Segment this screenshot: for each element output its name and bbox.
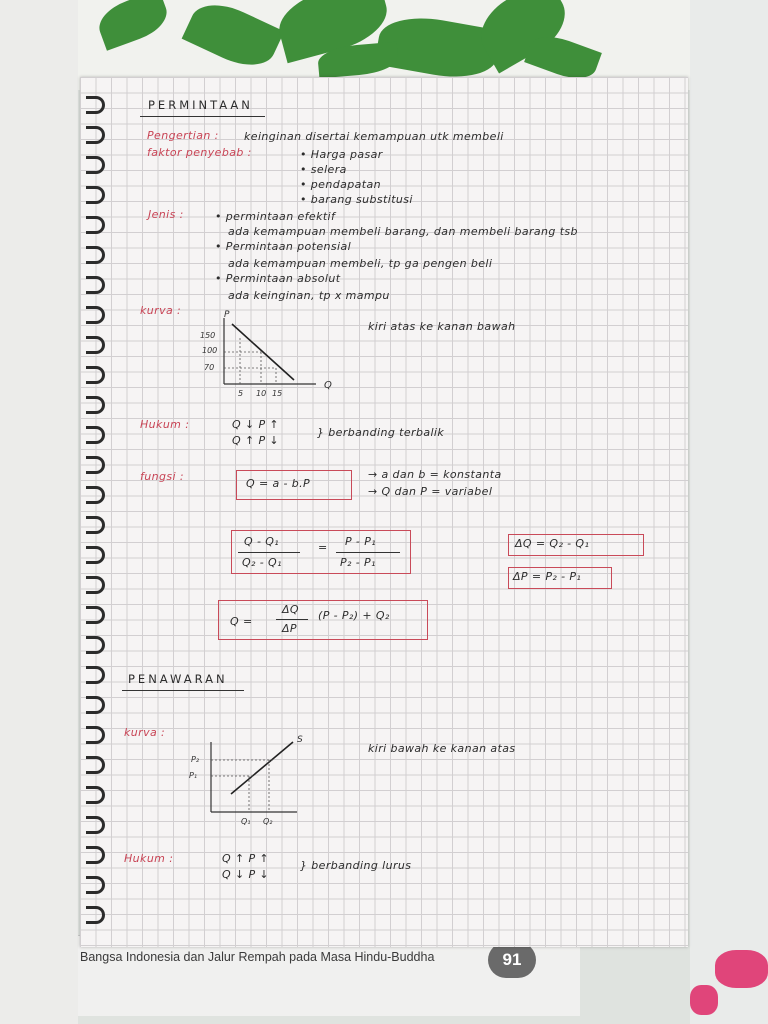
- fraction-bar: [276, 619, 308, 620]
- supply-hukum-row: Q ↓ P ↓: [222, 868, 270, 881]
- frac2-numerator: P - P₁: [345, 535, 377, 548]
- q-frac-numerator: ΔQ: [282, 603, 299, 616]
- fungsi-note: → Q dan P = variabel: [368, 485, 493, 498]
- supply-curve-chart: [185, 732, 325, 832]
- jenis-line: ada kemampuan membeli, tp ga pengen beli: [228, 257, 493, 270]
- pengertian-label: Pengertian :: [147, 129, 219, 142]
- section-title-penawaran: PENAWARAN: [128, 672, 228, 686]
- fraction-bar: [336, 552, 400, 553]
- demand-y-label: P: [224, 310, 230, 320]
- demand-x-label: Q: [324, 380, 332, 391]
- textbook-page: [78, 935, 580, 1016]
- title-underline: [140, 116, 265, 117]
- hukum-description: } berbanding terbalik: [317, 426, 445, 439]
- faktor-label: faktor penyebab :: [147, 146, 252, 159]
- demand-curve-chart: [190, 308, 350, 408]
- tablecloth-right: [690, 0, 768, 1024]
- q-equation-right: (P - P₂) + Q₂: [318, 609, 390, 622]
- jenis-line: ada kemampuan membeli barang, dan membeli barang tsb: [228, 225, 578, 238]
- supply-curve-label: S: [297, 735, 303, 745]
- supply-x-tick: Q₂: [263, 817, 273, 826]
- jenis-line: • permintaan efektif: [215, 210, 336, 223]
- demand-x-tick: 10: [256, 389, 267, 398]
- jenis-label: Jenis :: [148, 208, 184, 221]
- kurva-label: kurva :: [140, 304, 182, 317]
- jenis-line: • Permintaan absolut: [215, 272, 341, 285]
- frac1-denominator: Q₂ - Q₁: [242, 556, 282, 569]
- demand-y-tick: 70: [204, 363, 215, 372]
- faktor-item: • selera: [300, 163, 347, 176]
- demand-x-tick: 15: [272, 389, 283, 398]
- supply-kurva-description: kiri bawah ke kanan atas: [368, 742, 516, 755]
- tablecloth-left: [0, 0, 78, 1024]
- frac2-denominator: P₂ - P₁: [340, 556, 376, 569]
- fungsi-note: → a dan b = konstanta: [368, 468, 502, 481]
- title-underline: [122, 690, 244, 691]
- faktor-item: • Harga pasar: [300, 148, 383, 161]
- demand-y-tick: 100: [202, 346, 218, 355]
- pengertian-text: keinginan disertai kemampuan utk membeli: [244, 130, 504, 143]
- kurva-description: kiri atas ke kanan bawah: [368, 320, 516, 333]
- faktor-item: • pendapatan: [300, 178, 381, 191]
- section-title-permintaan: PERMINTAAN: [148, 98, 253, 112]
- hukum-row: Q ↑ P ↓: [232, 434, 280, 447]
- fungsi-label: fungsi :: [140, 470, 184, 483]
- book-page-number: 91: [488, 942, 536, 978]
- hukum-row: Q ↓ P ↑: [232, 418, 280, 431]
- supply-hukum-label: Hukum :: [124, 852, 174, 865]
- jenis-line: • Permintaan potensial: [215, 240, 352, 253]
- frac1-numerator: Q - Q₁: [244, 535, 280, 548]
- delta-q-formula: ΔQ = Q₂ - Q₁: [515, 537, 590, 550]
- supply-x-tick: Q₁: [241, 817, 251, 826]
- delta-p-formula: ΔP = P₂ - P₁: [513, 570, 582, 583]
- supply-hukum-row: Q ↑ P ↑: [222, 852, 270, 865]
- demand-x-tick: 5: [238, 389, 244, 398]
- demand-y-tick: 150: [200, 331, 216, 340]
- faktor-item: • barang substitusi: [300, 193, 413, 206]
- q-equation-left: Q =: [230, 615, 253, 628]
- book-footer-text: Bangsa Indonesia dan Jalur Rempah pada Masa Hindu-Buddha: [80, 950, 435, 964]
- supply-y-tick: P₂: [191, 755, 200, 764]
- q-frac-denominator: ΔP: [282, 622, 297, 635]
- jenis-line: ada keinginan, tp x mampu: [228, 289, 390, 302]
- fungsi-formula: Q = a - b.P: [246, 477, 311, 490]
- fraction-bar: [238, 552, 300, 553]
- supply-kurva-label: kurva :: [124, 726, 166, 739]
- frac-equals: =: [318, 541, 328, 554]
- supply-curve: [231, 742, 293, 794]
- hukum-label: Hukum :: [140, 418, 190, 431]
- supply-hukum-description: } berbanding lurus: [300, 859, 412, 872]
- supply-y-tick: P₁: [189, 771, 198, 780]
